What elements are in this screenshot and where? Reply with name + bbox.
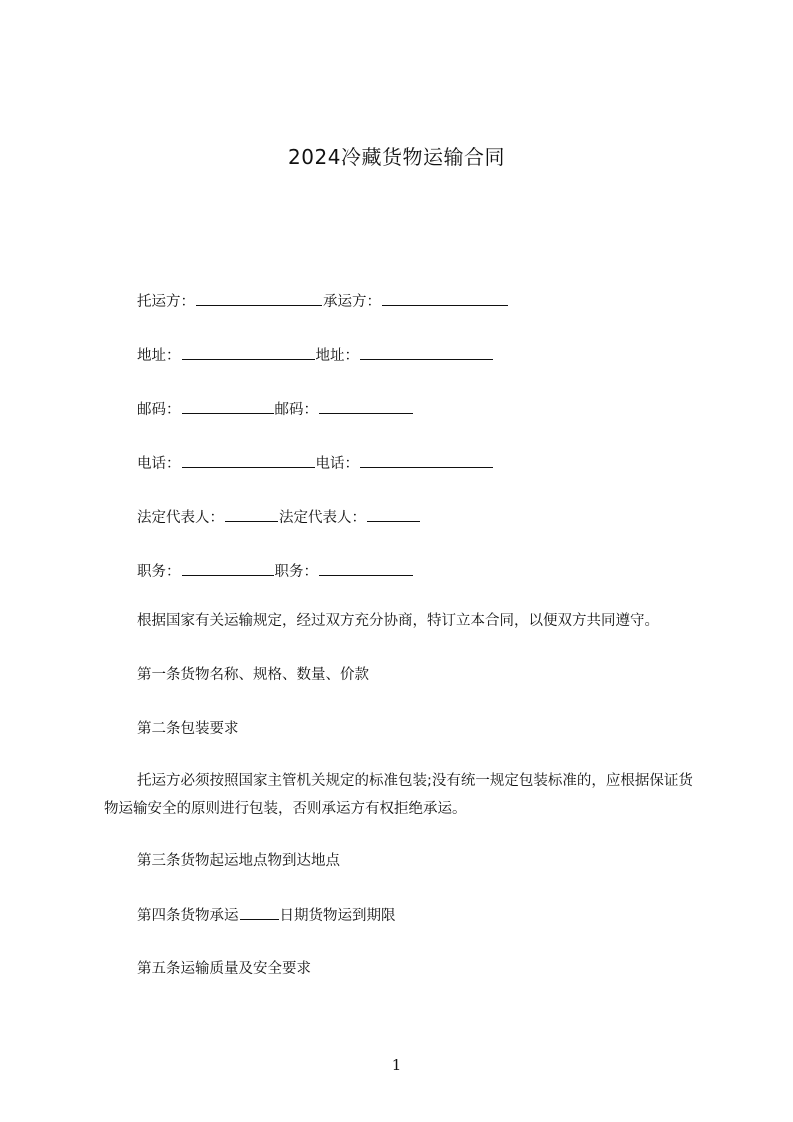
carrier-postcode-blank[interactable] — [319, 399, 413, 414]
shipper-phone-blank[interactable] — [182, 453, 315, 468]
article-3-heading: 第三条货物起运地点物到达地点 — [137, 853, 340, 869]
legal-rep-line — [137, 507, 421, 528]
article-2-heading: 第二条包装要求 — [137, 721, 239, 737]
shipper-postcode-label: 邮码： — [137, 402, 181, 418]
shipper-blank[interactable] — [196, 291, 322, 306]
page-number: 1 — [391, 1056, 402, 1074]
shipper-legal-rep-blank[interactable] — [225, 507, 278, 522]
article-5-heading: 第五条运输质量及安全要求 — [137, 961, 311, 977]
shipper-postcode-blank[interactable] — [182, 399, 274, 414]
carrier-phone-label: 电话： — [315, 456, 359, 472]
article-2-body — [104, 767, 704, 823]
article-4-prefix: 第四条货物承运 — [137, 908, 239, 924]
phone-line — [137, 453, 494, 474]
carrier-position-blank[interactable] — [319, 561, 413, 576]
carrier-address-blank[interactable] — [360, 345, 493, 360]
shipper-address-blank[interactable] — [182, 345, 315, 360]
carrier-legal-rep-label: 法定代表人： — [279, 510, 366, 526]
carrier-postcode-label: 邮码： — [274, 402, 318, 418]
address-line — [137, 345, 494, 366]
article-2-text: 托运方必须按照国家主管机关规定的标准包装;没有统一规定包装标准的，应根据保证货物运输安全的原则进行包装，否则承运方有权拒绝承运。 — [104, 773, 693, 817]
shipper-position-label: 职务： — [137, 564, 181, 580]
shipper-label: 托运方： — [137, 294, 195, 310]
article-4-suffix: 日期货物运到期限 — [279, 908, 396, 924]
shipper-carrier-line — [137, 291, 509, 312]
carrier-blank[interactable] — [382, 291, 508, 306]
position-line — [137, 561, 414, 582]
carrier-legal-rep-blank[interactable] — [367, 507, 420, 522]
preamble: 根据国家有关运输规定，经过双方充分协商，特订立本合同，以便双方共同遵守。 — [137, 613, 659, 629]
postcode-line — [137, 399, 414, 420]
carrier-position-label: 职务： — [274, 564, 318, 580]
shipper-position-blank[interactable] — [182, 561, 274, 576]
carrier-label: 承运方： — [323, 294, 381, 310]
carrier-address-label: 地址： — [315, 348, 359, 364]
document-title: 2024冷藏货物运输合同 — [288, 145, 505, 169]
article-1-heading: 第一条货物名称、规格、数量、价款 — [137, 667, 369, 683]
article-4-heading — [137, 905, 396, 926]
article-4-blank[interactable] — [240, 905, 279, 920]
shipper-address-label: 地址： — [137, 348, 181, 364]
shipper-legal-rep-label: 法定代表人： — [137, 510, 224, 526]
shipper-phone-label: 电话： — [137, 456, 181, 472]
carrier-phone-blank[interactable] — [360, 453, 493, 468]
